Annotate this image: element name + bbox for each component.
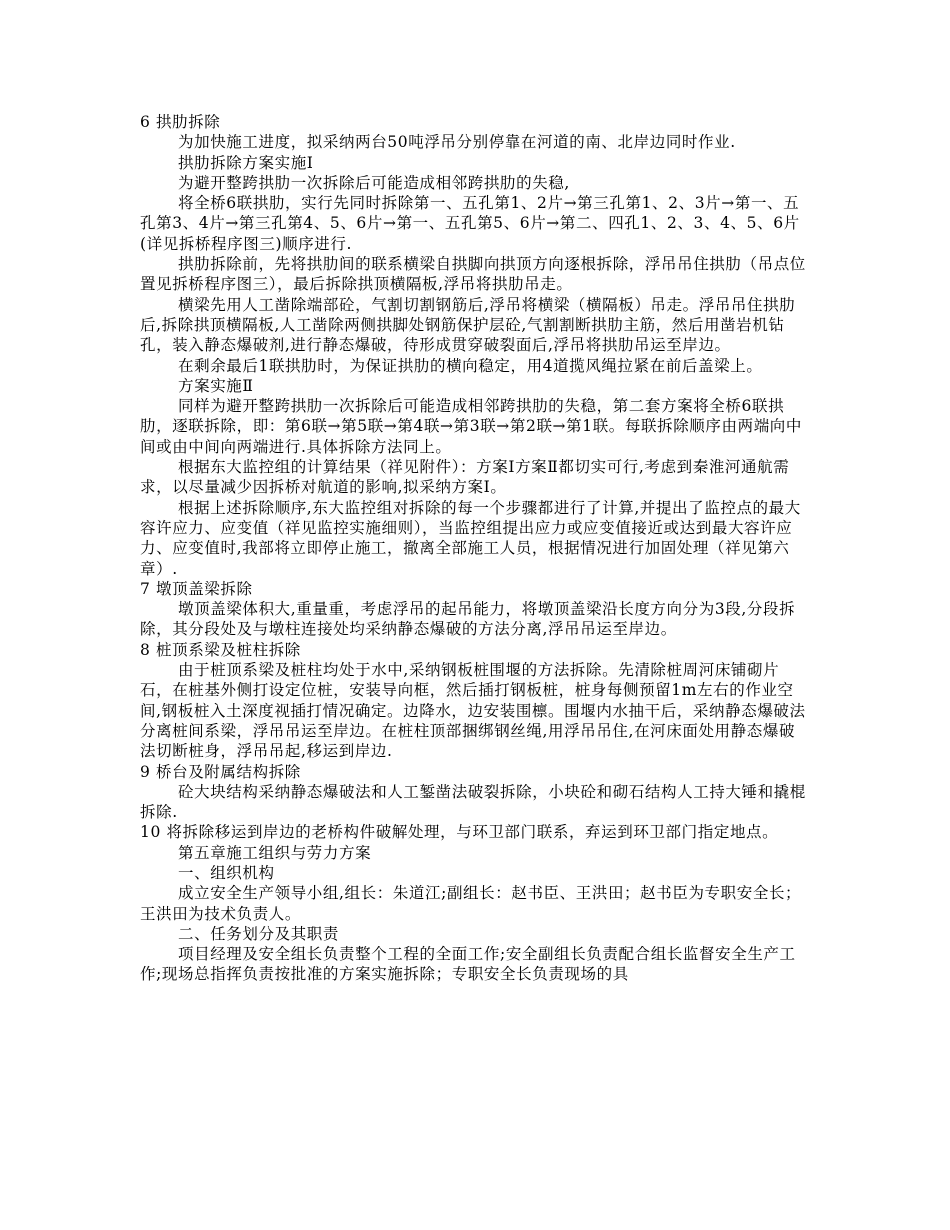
paragraph: 项目经理及安全组长负责整个工程的全面工作;安全副组长负责配合组长监督安全生产工作;现场总指挥负责按批准的方案实施拆除；专职安全长负责现场的具	[140, 945, 796, 984]
paragraph: 根据东大监控组的计算结果（祥见附件）：方案Ⅰ方案Ⅱ都切实可行,考虑到秦淮河通航需求，以尽量减少因拆桥对航道的影响,拟采纳方案Ⅰ。	[140, 458, 790, 497]
paragraph: 在剩余最后1联拱肋时，为保证拱肋的横向稳定，用4道揽风绳拉紧在前后盖梁上。	[178, 356, 763, 375]
section-heading: 10 将拆除移运到岸边的老桥构件破解处理，与环卫部门联系，弃运到环卫部门指定地点。	[140, 823, 779, 842]
section-heading: 6 拱肋拆除	[140, 113, 221, 131]
paragraph: 二、任务划分及其职责	[178, 924, 340, 943]
paragraph: 横梁先用人工凿除端部砼，气割切割钢筋后,浮吊将横梁（横隔板）吊走。浮吊吊住拱肋后,拆除拱顶横隔板,人工凿除两侧拱脚处钢筋保护层砼,气割割断拱肋主筋，然后用凿岩机钻孔，装入静态爆破剂,进行静态爆破，待形成贯穿破裂面后,浮吊将拱肋吊运至岸边。	[140, 295, 796, 355]
paragraph: 砼大块结构采纳静态爆破法和人工錾凿法破裂拆除，小块砼和砌石结构人工持大锤和撬棍拆除.	[140, 782, 806, 822]
paragraph: 同样为避开整跨拱肋一次拆除后可能造成相邻跨拱肋的失稳，第二套方案将全桥6联拱肋，逐联拆除，即：第6联→第5联→第4联→第3联→第2联→第1联。每联拆除顺序由两端向中间或由中间向两端进行.具体拆除方法同上。	[140, 397, 803, 456]
paragraph: 拱肋拆除方案实施Ⅰ	[178, 153, 314, 172]
paragraph: 拱肋拆除前，先将拱肋间的联系横梁自拱脚向拱顶方向逐根拆除，浮吊吊住拱肋（吊点位置见拆桥程序图三），最后拆除拱顶横隔板,浮吊将拱肋吊走。	[140, 255, 806, 294]
section-heading: 9 桥台及附属结构拆除	[140, 762, 301, 781]
paragraph: 第五章施工组织与劳力方案	[178, 843, 372, 862]
paragraph: 由于桩顶系梁及桩柱均处于水中,采纳钢板桩围堰的方法拆除。先清除桩周河床铺砌片石，在桩基外侧打设定位桩，安装导向框，然后插打钢板桩，桩身每侧预留1m左右的作业空间,钢板桩入土深度视插打情况确定。边降水，边安装围檩。围堰内水抽干后，采纳静态爆破法分离桩间系梁，浮吊吊运至岸边。在桩柱顶部捆绑钢丝绳,用浮吊吊住,在河床面处用静态爆破法切断桩身，浮吊吊起,移运到岸边.	[140, 661, 806, 761]
paragraph: 一、组织机构	[178, 863, 275, 882]
paragraph: 为避开整跨拱肋一次拆除后可能造成相邻跨拱肋的失稳,	[178, 173, 570, 192]
paragraph: 墩顶盖梁体积大,重量重，考虑浮吊的起吊能力，将墩顶盖梁沿长度方向分为3段,分段拆除，其分段处及与墩柱连接处均采纳静态爆破的方法分离,浮吊吊运至岸边。	[140, 600, 796, 639]
paragraph: 成立安全生产领导小组,组长：朱道江;副组长：赵书臣、王洪田；赵书臣为专职安全长；王洪田为技术负责人。	[140, 884, 802, 923]
paragraph: 根据上述拆除顺序,东大监控组对拆除的每一个步骤都进行了计算,并提出了监控点的最大容许应力、应变值（祥见监控实施细则），当监控组提出应力或应变值接近或达到最大容许应力、应变值时,我部将立即停止施工，撤离全部施工人员，根据情况进行加固处理（祥见第六章）.	[140, 498, 801, 578]
document-page	[140, 112, 810, 985]
section-heading: 7 墩顶盖梁拆除	[140, 579, 253, 598]
paragraph: 将全桥6联拱肋，实行先同时拆除第一、五孔第1、2片→第三孔第1、2、3片→第一、五孔第3、4片→第三孔第4、5、6片→第一、五孔第5、6片→第二、四孔1、2、3、4、5、6片(详见拆桥程序图三)顺序进行.	[140, 194, 800, 253]
paragraph: 方案实施Ⅱ	[178, 376, 254, 395]
section-heading: 8 桩顶系梁及桩柱拆除	[140, 640, 301, 659]
paragraph: 为加快施工进度，拟采纳两台50吨浮吊分别停靠在河道的南、北岸边同时作业.	[178, 133, 736, 152]
